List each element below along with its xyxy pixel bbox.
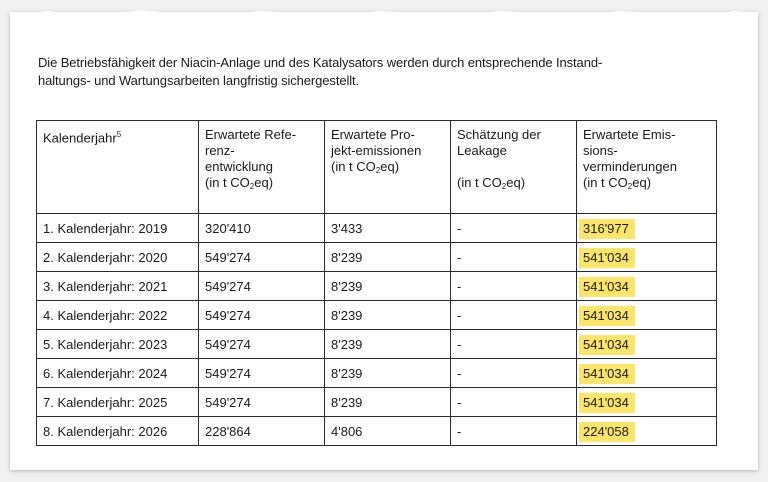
- reduction-cell: [577, 272, 717, 301]
- header-project-emissions: Erwartete Pro- jekt-emissionen (in t $CO_2eq$): [325, 121, 451, 214]
- table-row: [37, 330, 717, 359]
- leakage-cell: -: [451, 417, 577, 446]
- leakage-cell: -: [451, 243, 577, 272]
- header-leakage: Schätzung der Leakage (in t $CO_2eq$): [451, 121, 577, 214]
- leakage-cell: -: [451, 301, 577, 330]
- emission-reduction-table: [36, 120, 717, 446]
- project-cell: 8'239: [325, 388, 451, 417]
- intro-paragraph: [38, 54, 718, 90]
- table-row: [37, 417, 717, 446]
- reference-cell: 228'864: [199, 417, 325, 446]
- intro-line-2: haltungs- und Wartungsarbeiten langfristig sichergestellt.: [38, 73, 360, 88]
- table-row: [37, 214, 717, 243]
- highlighted-value: 541'034: [579, 306, 635, 326]
- leakage-cell: -: [451, 359, 577, 388]
- reference-cell: 549'274: [199, 330, 325, 359]
- project-cell: 8'239: [325, 359, 451, 388]
- year-cell: 3. Kalenderjahr: 2021: [37, 272, 199, 301]
- table-row: [37, 359, 717, 388]
- reduction-cell: [577, 330, 717, 359]
- project-cell: 8'239: [325, 272, 451, 301]
- reduction-cell: [577, 388, 717, 417]
- reduction-cell: [577, 243, 717, 272]
- project-cell: 4'806: [325, 417, 451, 446]
- highlighted-value: 541'034: [579, 393, 635, 413]
- reduction-cell: [577, 214, 717, 243]
- leakage-cell: -: [451, 388, 577, 417]
- table-row: [37, 243, 717, 272]
- reduction-cell: [577, 417, 717, 446]
- year-cell: 7. Kalenderjahr: 2025: [37, 388, 199, 417]
- year-cell: 8. Kalenderjahr: 2026: [37, 417, 199, 446]
- reference-cell: 320'410: [199, 214, 325, 243]
- reference-cell: 549'274: [199, 301, 325, 330]
- table-row: [37, 272, 717, 301]
- table-row: [37, 301, 717, 330]
- highlighted-value: 224'058: [579, 422, 635, 442]
- header-reference: Erwartete Refe- renz- entwicklung (in t $CO_2eq$): [199, 121, 325, 214]
- reduction-cell: [577, 301, 717, 330]
- year-cell: 6. Kalenderjahr: 2024: [37, 359, 199, 388]
- reference-cell: 549'274: [199, 388, 325, 417]
- project-cell: 8'239: [325, 330, 451, 359]
- table-header-row: [37, 121, 717, 214]
- header-emission-reductions: Erwartete Emis- sions- verminderungen (in t $CO_2eq$): [577, 121, 717, 214]
- highlighted-value: 541'034: [579, 277, 635, 297]
- year-cell: 5. Kalenderjahr: 2023: [37, 330, 199, 359]
- year-cell: 4. Kalenderjahr: 2022: [37, 301, 199, 330]
- project-cell: 8'239: [325, 301, 451, 330]
- highlighted-value: 541'034: [579, 248, 635, 268]
- reference-cell: 549'274: [199, 359, 325, 388]
- footnote-marker: 5: [116, 130, 122, 139]
- project-cell: 8'239: [325, 243, 451, 272]
- highlighted-value: 316'977: [579, 219, 635, 239]
- leakage-cell: -: [451, 214, 577, 243]
- reduction-cell: [577, 359, 717, 388]
- table-row: [37, 388, 717, 417]
- leakage-cell: -: [451, 272, 577, 301]
- year-cell: 2. Kalenderjahr: 2020: [37, 243, 199, 272]
- reference-cell: 549'274: [199, 243, 325, 272]
- highlighted-value: 541'034: [579, 335, 635, 355]
- year-cell: 1. Kalenderjahr: 2019: [37, 214, 199, 243]
- header-kalenderjahr: Kalenderjahr$^5$: [37, 121, 199, 214]
- intro-line-1: Die Betriebsfähigkeit der Niacin-Anlage und des Katalysators werden durch entsprechende Instand-: [38, 55, 603, 70]
- reference-cell: 549'274: [199, 272, 325, 301]
- leakage-cell: -: [451, 330, 577, 359]
- torn-paper-edge: [10, 4, 758, 20]
- project-cell: 3'433: [325, 214, 451, 243]
- highlighted-value: 541'034: [579, 364, 635, 384]
